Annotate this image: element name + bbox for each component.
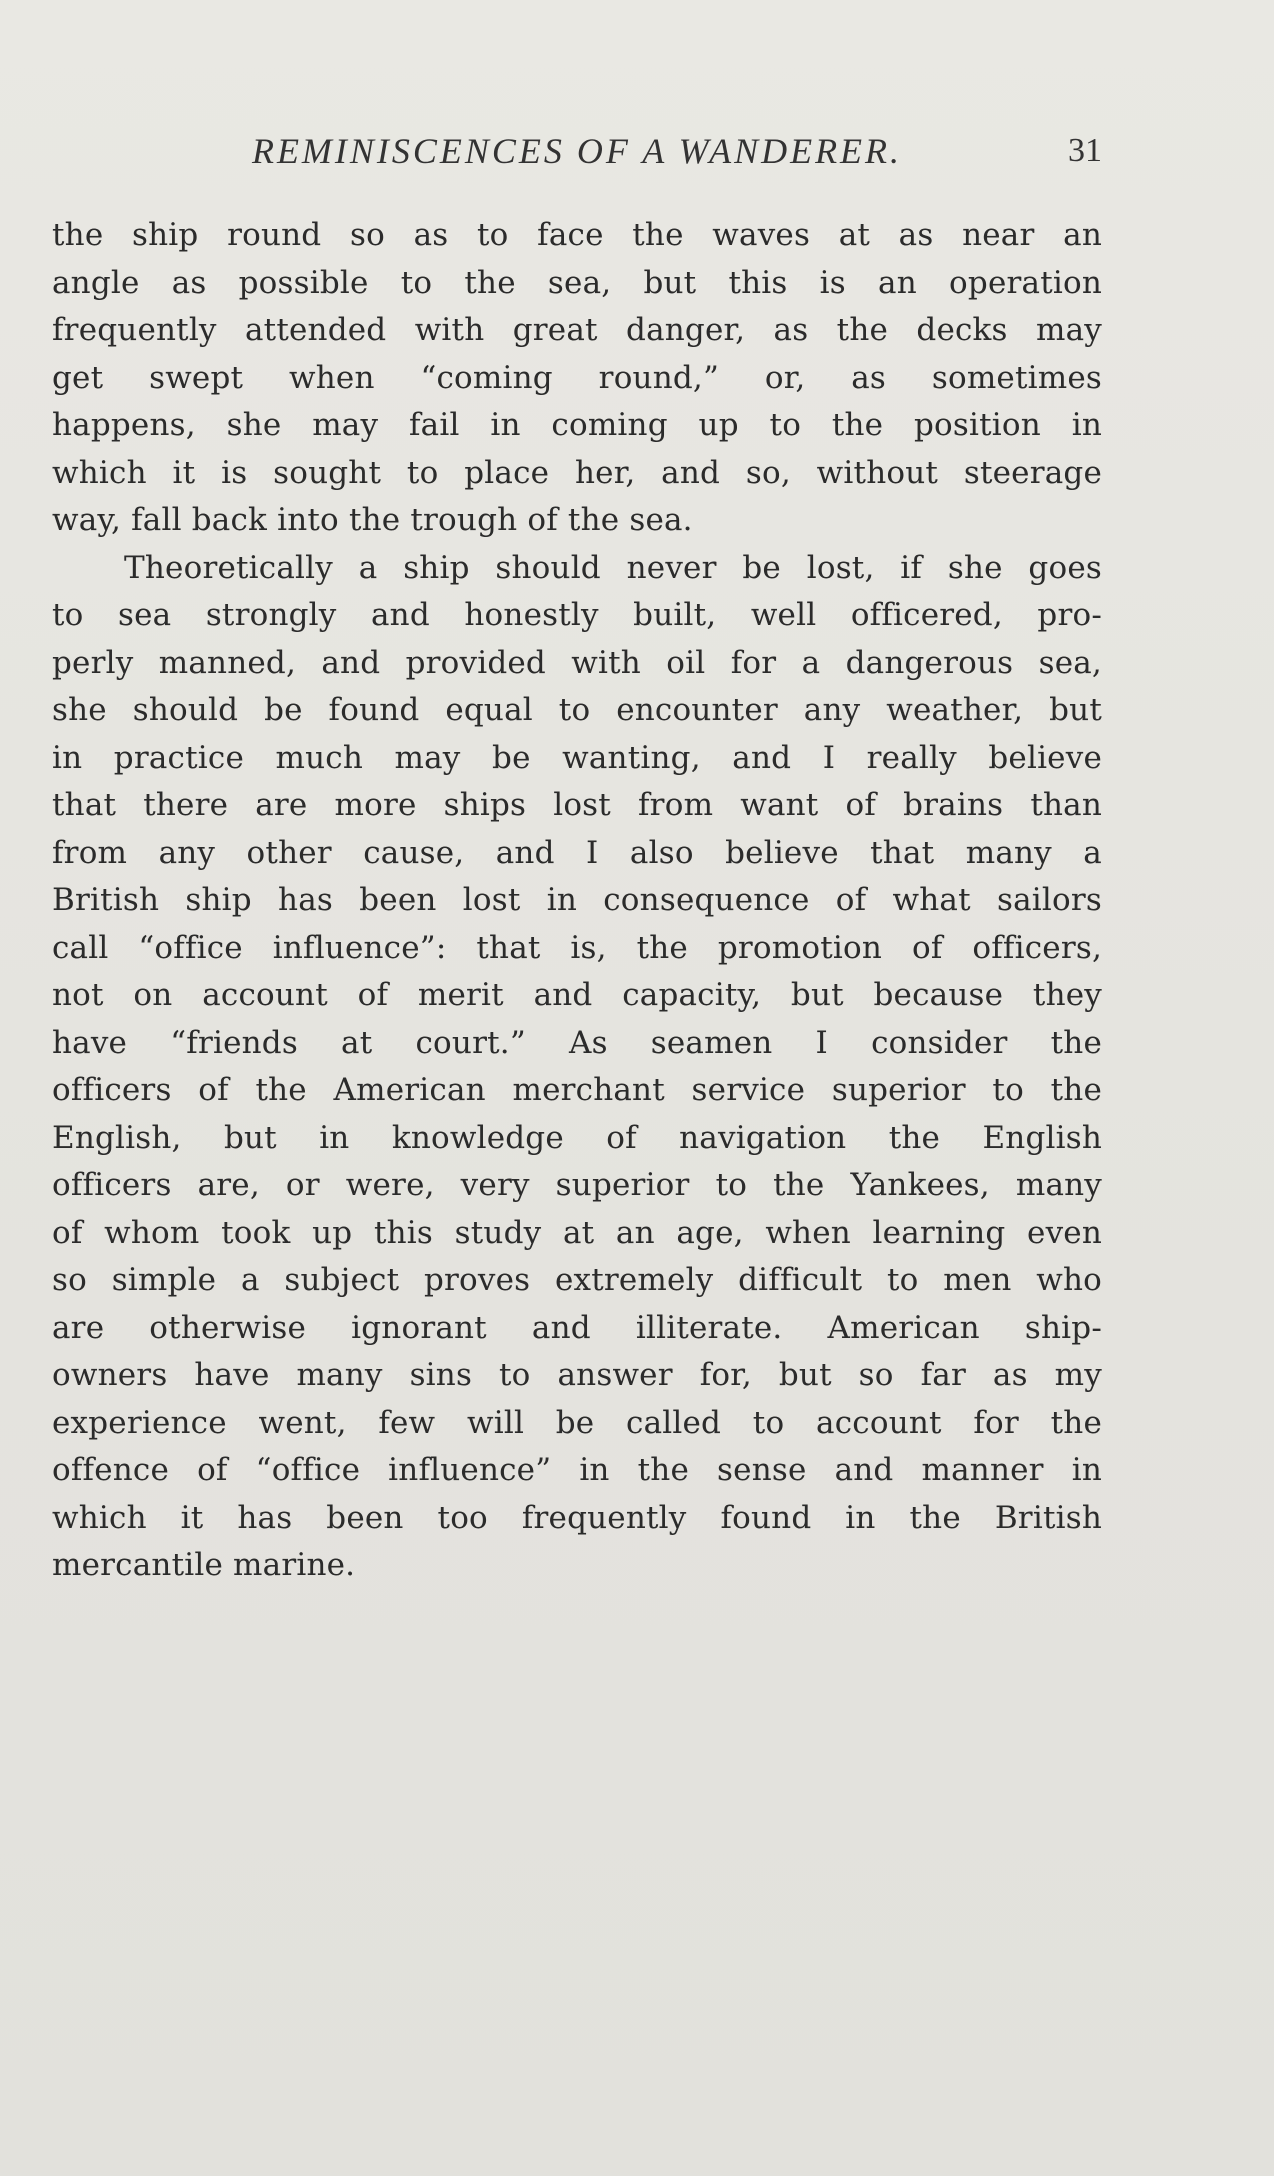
text-line: officers are, or were, very superior to the Yankees, many (52, 1167, 1102, 1203)
text-line: perly manned, and provided with oil for a dangerous sea, (52, 644, 1102, 681)
text-line: she should be found equal to encounter any weather, but (52, 692, 1102, 728)
text-line: happens, she may fail in coming up to the position in (52, 407, 1102, 443)
text-line: which it has been too frequently found in the British (52, 1499, 1102, 1536)
text-line: in practice much may be wanting, and I really believe (52, 739, 1102, 776)
text-line: the ship round so as to face the waves at as near an (52, 217, 1102, 253)
text-line: call “office influence”: that is, the promotion of officers, (52, 929, 1102, 966)
text-line: to sea strongly and honestly built, well officered, pro- (52, 597, 1102, 633)
paragraph (52, 545, 1102, 1590)
running-title: REMINISCENCES OF A WANDERER. (251, 131, 903, 171)
text-line: which it is sought to place her, and so, without steerage (52, 454, 1102, 491)
text-line: experience went, few will be called to account for the (52, 1404, 1102, 1441)
text-line: frequently attended with great danger, as the decks may (52, 312, 1102, 348)
text-line: British ship has been lost in consequence of what sailors (52, 882, 1102, 918)
text-line: not on account of merit and capacity, but because they (52, 977, 1102, 1013)
text-line: of whom took up this study at an age, when learning even (52, 1214, 1102, 1251)
text-line: that there are more ships lost from want of brains than (52, 787, 1102, 823)
text-line: owners have many sins to answer for, but so far as my (52, 1357, 1102, 1393)
text-line: English, but in knowledge of navigation the English (52, 1119, 1102, 1156)
text-line: officers of the American merchant service superior to the (52, 1072, 1102, 1108)
text-line: have “friends at court.” As seamen I consider the (52, 1024, 1102, 1061)
body-text (52, 212, 1102, 1590)
text-line: are otherwise ignorant and illiterate. American ship- (52, 1309, 1102, 1346)
text-line: Theoretically a ship should never be lost, if she goes (124, 549, 1102, 586)
running-head (52, 126, 1102, 182)
paragraph (52, 212, 1102, 545)
text-line: mercantile marine. (52, 1547, 356, 1583)
text-line: from any other cause, and I also believe that many a (52, 834, 1102, 871)
text-line: way, fall back into the trough of the sea. (52, 502, 693, 538)
page-number: 31 (1068, 132, 1102, 169)
text-line: so simple a subject proves extremely difficult to men who (52, 1262, 1102, 1298)
text-line: get swept when “coming round,” or, as sometimes (52, 359, 1102, 396)
text-line: offence of “office influence” in the sense and manner in (52, 1452, 1102, 1488)
text-line: angle as possible to the sea, but this is an operation (52, 264, 1102, 301)
